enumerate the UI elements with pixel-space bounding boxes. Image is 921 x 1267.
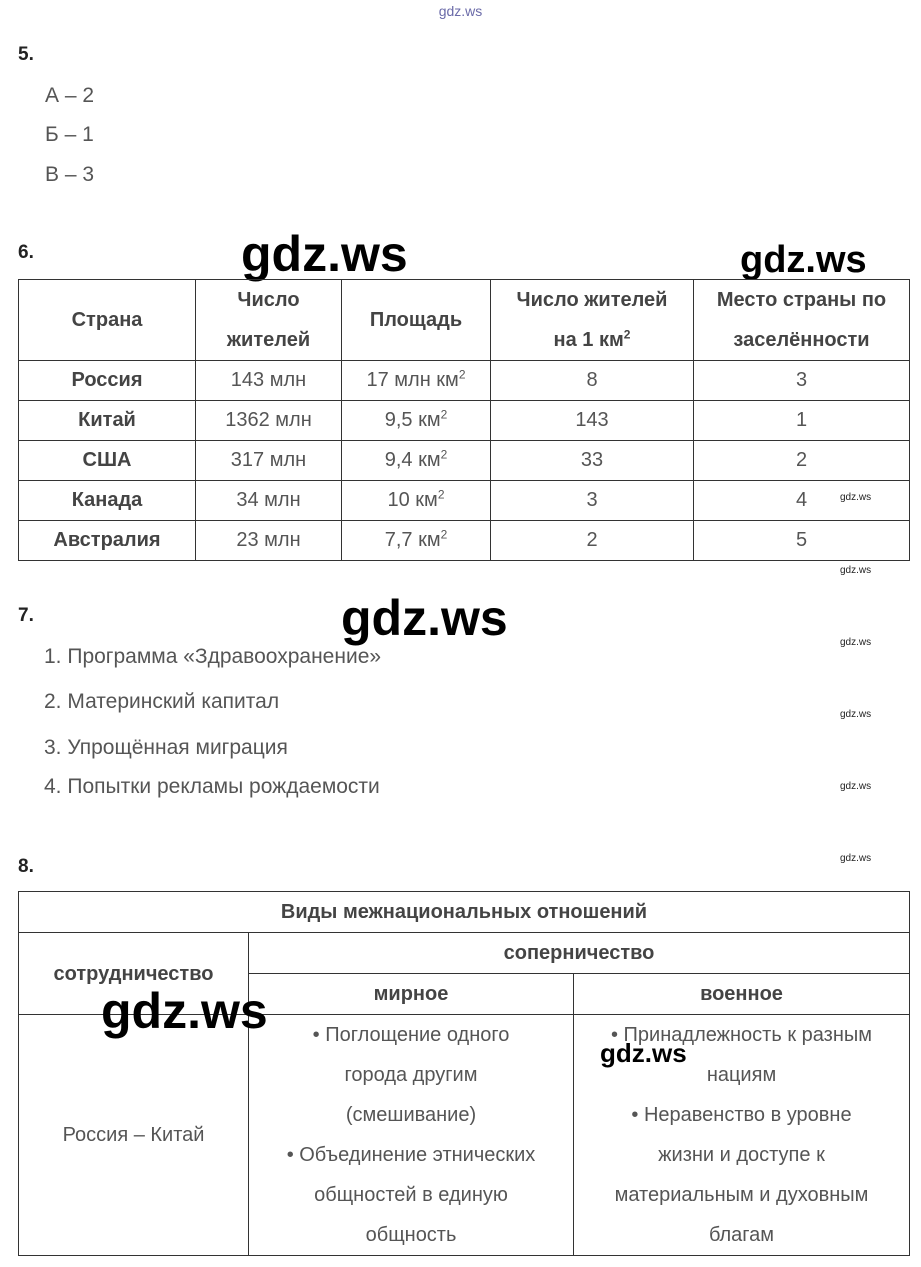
watermark-top: gdz.ws	[438, 3, 483, 19]
question-5-number: 5.	[18, 44, 34, 65]
watermark-small: gdz.ws	[840, 853, 872, 864]
q7-item-4: 4. Попытки рекламы рождаемости	[44, 775, 380, 798]
watermark-small: gdz.ws	[840, 565, 872, 576]
q5-answer-c: В – 3	[45, 163, 95, 186]
table-header-row	[19, 280, 910, 361]
cell-population: 34 млн	[196, 481, 342, 521]
header-country: Страна	[19, 280, 196, 361]
q7-item-1: 1. Программа «Здравоохранение»	[44, 645, 382, 668]
table-row	[19, 441, 910, 481]
question-6-number: 6.	[18, 242, 34, 263]
cell-area: 10 $км^2$	[342, 481, 491, 521]
watermark-large: gdz.ws	[101, 983, 268, 1039]
cell-population: 23 млн	[196, 521, 342, 561]
cell-density: 8	[491, 361, 694, 401]
cell-population: 317 млн	[196, 441, 342, 481]
watermark-small: gdz.ws	[840, 709, 872, 720]
watermark-medium: gdz.ws	[600, 1038, 687, 1068]
header-rank: Место страны по заселённости	[694, 280, 910, 361]
cell-rank: 4	[694, 481, 910, 521]
relations-table	[18, 891, 910, 1256]
watermark-small: gdz.ws	[840, 492, 872, 503]
header-population: Число жителей	[196, 280, 342, 361]
cell-area: 9,4 $км^2$	[342, 441, 491, 481]
q5-answer-b: Б – 1	[45, 123, 94, 146]
population-table	[18, 279, 910, 561]
cell-area: 7,7 $км^2$	[342, 521, 491, 561]
cell-population: 143 млн	[196, 361, 342, 401]
question-7-number: 7.	[18, 605, 34, 626]
cooperation-header: сотрудничество	[19, 933, 249, 1015]
cell-area: 17 млн $км^2$	[342, 361, 491, 401]
rivalry-header: соперничество	[249, 933, 910, 974]
table-row	[19, 401, 910, 441]
cell-country: Китай	[19, 401, 196, 441]
q7-item-2: 2. Материнский капитал	[44, 690, 280, 713]
cell-density: 3	[491, 481, 694, 521]
cell-country: Австралия	[19, 521, 196, 561]
watermark-large: gdz.ws	[241, 226, 408, 282]
watermark-medium: gdz.ws	[740, 239, 867, 281]
watermark-large: gdz.ws	[341, 590, 508, 646]
peaceful-header: мирное	[249, 974, 574, 1015]
cell-density: 2	[491, 521, 694, 561]
header-area: Площадь	[342, 280, 491, 361]
header-density: Число жителей на 1 $км^2$	[491, 280, 694, 361]
cell-population: 1362 млн	[196, 401, 342, 441]
watermark-small: gdz.ws	[840, 637, 872, 648]
cell-rank: 5	[694, 521, 910, 561]
example-cell: Россия – Китай	[19, 1015, 249, 1256]
cell-country: Россия	[19, 361, 196, 401]
cell-country: Канада	[19, 481, 196, 521]
table-row	[19, 521, 910, 561]
watermark-small: gdz.ws	[840, 781, 872, 792]
q5-answer-a: А – 2	[45, 84, 95, 107]
q7-item-3: 3. Упрощённая миграция	[44, 736, 288, 759]
cell-rank: 2	[694, 441, 910, 481]
cell-rank: 3	[694, 361, 910, 401]
cell-rank: 1	[694, 401, 910, 441]
table-row	[19, 481, 910, 521]
cell-area: 9,5 $км^2$	[342, 401, 491, 441]
military-header: военное	[574, 974, 910, 1015]
military-cell: • Принадлежность к разным нациям • Неравенство в уровне жизни и доступе к материальным и духовным благам	[574, 1015, 910, 1256]
relations-title: Виды межнациональных отношений	[19, 892, 910, 933]
peaceful-cell: • Поглощение одного города другим (смешивание) • Объединение этнических общностей в единую общность	[249, 1015, 574, 1256]
question-8-number: 8.	[18, 856, 34, 877]
table-row	[19, 361, 910, 401]
cell-country: США	[19, 441, 196, 481]
cell-density: 143	[491, 401, 694, 441]
cell-density: 33	[491, 441, 694, 481]
